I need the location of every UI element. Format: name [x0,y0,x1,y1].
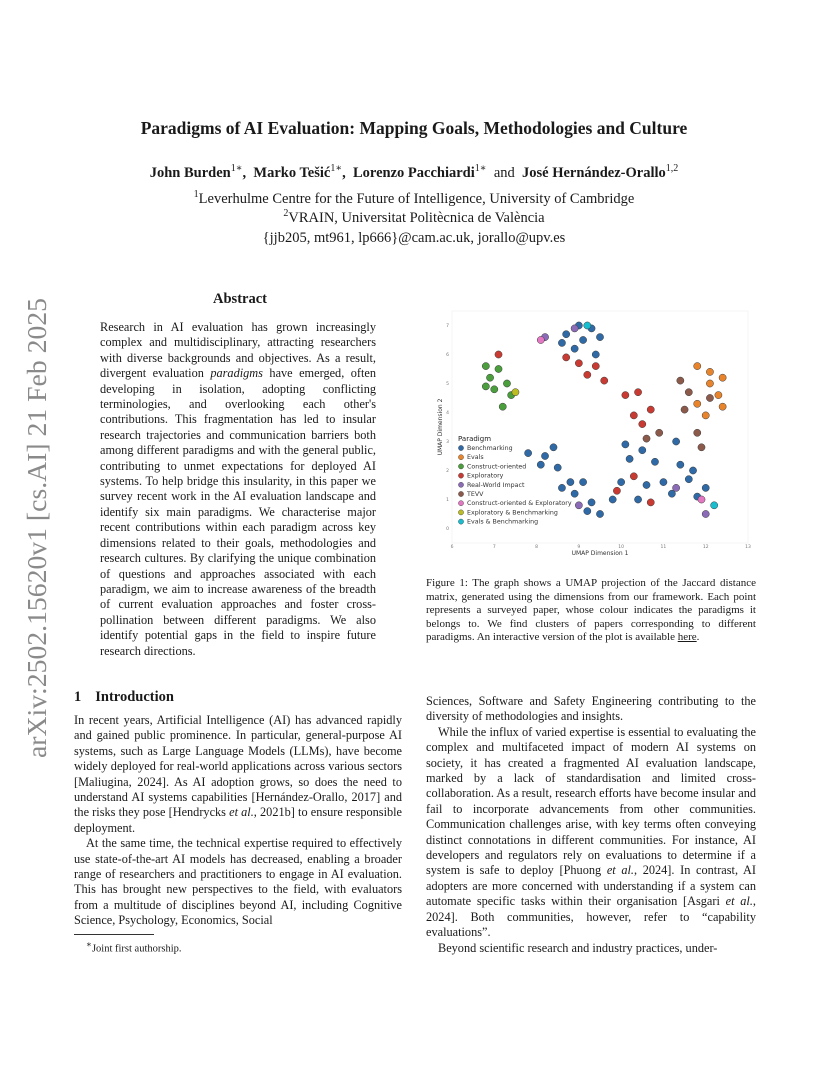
legend-marker [458,455,463,460]
data-point [495,365,502,372]
author: Marko Tešić [253,165,331,181]
data-point [622,441,629,448]
author-mark: 1∗ [474,163,487,175]
data-point [719,374,726,381]
x-axis-label: UMAP Dimension 1 [571,550,629,557]
x-tick-label: 12 [702,545,709,550]
legend-label: Benchmarking [467,445,513,452]
data-point [622,392,629,399]
author-emails [0,230,828,247]
author-list: John Burden$^{1∗}$, Marko Tešić$^{1∗}$, Lorenzo Pacchiardi$^{1∗}$ and José Hernández-Orallo$^{1,2}$ [149,163,679,181]
x-tick-label: 13 [745,545,751,550]
data-point [685,476,692,483]
affiliation-mark: 1 [193,189,199,201]
data-point [554,464,561,471]
abstract-body [100,320,376,659]
legend-title: Paradigm [458,435,492,443]
x-tick-label: 7 [492,545,496,550]
data-point [588,499,595,506]
paper-title: Paradigms of AI Evaluation: Mapping Goals, Methodologies and Culture [140,118,688,138]
figure-caption [426,577,756,645]
data-point [596,510,603,517]
data-point [563,354,570,361]
paragraph: Beyond scientific research and industry practices, under- [438,940,718,955]
y-tick-label: 0 [446,527,449,532]
paragraph: Sciences, Software and Safety Engineering contributing to the diversity of methodologies and insights. [426,694,756,724]
caption-text: Figure 1: The graph shows a UMAP projection of the Jaccard distance matrix, generated using the dimensions from our framework. Each point represents a surveyed paper, whose colour indicates the paradigms it belongs to. We find clusters of papers corresponding to different paradigms. An interactive version of the plot is available [426,577,756,644]
arxiv-stamp [8,292,58,762]
data-point [656,429,663,436]
footnote [86,939,182,955]
data-point [685,389,692,396]
data-point [575,502,582,509]
y-tick-label: 5 [446,382,449,387]
data-point [512,389,519,396]
data-point [563,331,570,338]
data-point [571,325,578,332]
data-point [673,484,680,491]
data-point [698,444,705,451]
data-point [579,336,586,343]
data-point [558,484,565,491]
data-point [491,386,498,393]
legend-marker [458,519,463,524]
legend-marker [458,445,463,450]
y-tick-label: 4 [446,411,449,416]
paragraph [426,725,756,941]
umap-figure [428,305,754,567]
affiliation-mark: 2 [283,208,289,220]
data-point [579,479,586,486]
data-point [706,368,713,375]
data-point [660,479,667,486]
legend-marker [458,491,463,496]
legend-marker [458,473,463,478]
data-point [601,377,608,384]
legend-marker [458,501,463,506]
footnote-text: Joint first authorship. [91,943,182,955]
citation-emphasis: et al. [725,894,753,909]
affiliation-text: Leverhulme Centre for the Future of Intelligence, University of Cambridge [198,191,635,207]
y-tick-label: 7 [446,324,449,329]
data-point [571,490,578,497]
body-column-left [74,713,402,929]
data-point [630,473,637,480]
data-point [486,374,493,381]
data-point [503,380,510,387]
data-point [634,496,641,503]
y-tick-label: 3 [446,440,449,445]
data-point [634,389,641,396]
footnote-rule [74,934,154,935]
data-point [706,394,713,401]
author-mark: 1∗ [230,163,243,175]
data-point [702,484,709,491]
legend-marker [458,510,463,515]
author: Lorenzo Pacchiardi [353,165,475,181]
legend-label: TEVV [467,491,484,498]
legend-label: Construct-oriented [467,463,527,471]
paragraph-text: , 2024]. Both communities, however, refer to “capability evaluations”. [426,894,756,940]
data-point [584,371,591,378]
data-point [482,383,489,390]
data-point [706,380,713,387]
plot-area [452,311,748,543]
data-point [584,508,591,515]
data-point [618,479,625,486]
data-point [630,412,637,419]
data-point [639,421,646,428]
paragraph-text: In recent years, Artificial Intelligence (AI) has advanced rapidly and gained public prominence. In particular, general-purpose AI systems, such as Large Language Models (LLMs), have become widely deployed for real-world applications across various sectors [Maliugina, 2024]. As AI adoption grows, so does the need to understand AI systems capabilities [Hernández-Orallo, 2017] and the risks they pose [Hendrycks [74,713,402,820]
data-point [694,429,701,436]
abstract-emphasis: paradigms [210,366,263,381]
section-number: 1 [74,689,82,705]
data-point [575,360,582,367]
data-point [677,461,684,468]
x-tick-label: 6 [450,545,454,550]
body-column-right [426,694,756,956]
data-point [537,336,544,343]
y-tick-label: 1 [446,498,449,503]
email-list: {jjb205, mt961, lp666}@cam.ac.uk, jorallo@upv.es [262,230,566,246]
caption-end: . [696,631,700,644]
legend-label: Exploratory [467,472,504,480]
data-point [499,403,506,410]
umap-scatter-plot [428,305,754,567]
data-point [626,455,633,462]
section-title: Introduction [95,689,174,705]
data-point [702,510,709,517]
citation-emphasis: et al. [229,805,254,820]
data-point [613,487,620,494]
interactive-plot-link[interactable]: here [677,631,697,644]
data-point [584,322,591,329]
data-point [647,406,654,413]
data-point [711,502,718,509]
legend-label: Construct-oriented & Exploratory [467,500,572,508]
x-tick-label: 9 [577,545,581,550]
data-point [639,447,646,454]
legend-label: Exploratory & Benchmarking [467,509,558,517]
legend-marker [458,464,463,469]
data-point [694,400,701,407]
legend-marker [458,482,463,487]
footnote-mark: ∗ [86,939,92,949]
data-point [592,351,599,358]
affiliation-text: VRAIN, Universitat Politècnica de València [288,210,545,226]
data-point [719,403,726,410]
author-mark: 1∗ [330,163,343,175]
data-point [681,406,688,413]
author: John Burden [149,165,231,181]
data-point [596,334,603,341]
data-point [550,444,557,451]
data-point [643,481,650,488]
data-point [495,351,502,358]
data-point [541,452,548,459]
data-point [677,377,684,384]
y-tick-label: 6 [446,353,449,358]
paragraph: At the same time, the technical expertise required to effectively use state-of-the-art AI models has decreased, enabling a broader range of researchers and practitioners to engage in AI evaluation. This has brought new perspectives to the field, with evaluators from a multitude of disciplines beyond AI, including Cognitive Science, Psychology, Economics, Social [74,836,402,928]
data-point [571,345,578,352]
x-tick-label: 11 [660,545,667,550]
x-tick-label: 10 [618,545,625,550]
data-point [651,458,658,465]
data-point [715,392,722,399]
author-conjunction: and [493,165,515,181]
abstract-heading: Abstract [213,291,267,307]
data-point [592,363,599,370]
y-tick-label: 2 [446,469,449,474]
data-point [643,435,650,442]
legend-label: Evals [467,454,484,462]
arxiv-stamp-text: arXiv:2502.15620v1 [cs.AI] 21 Feb 2025 [22,309,52,758]
author-mark: 1,2 [665,163,679,175]
data-point [567,479,574,486]
data-point [609,496,616,503]
data-point [647,499,654,506]
paragraph-text: , 2021b] to ensure responsible deployment. [74,805,403,835]
data-point [525,450,532,457]
paragraph-text: , 2024]. In contrast, AI adopters are more concerned with understanding if a system can automate specific tasks within their organisation [Asgari [426,863,756,909]
abstract-text: Research in AI evaluation has grown increasingly complex and multidisciplinary, attracting researchers with diverse backgrounds and objectives. As a result, divergent evaluation [100,320,376,381]
paragraph-text: While the influx of varied expertise is essential to evaluating the complex and multifaceted impact of modern AI systems on society, it has created a fragmented AI evaluation landscape, marked by a lack of standardisation and limited cross-collaboration. As a result, research efforts have become insular and fail to incorporate advancements from other communities. Communication challenges arise, with key terms often conveying distinct connotations in different communities. For instance, AI developers and regulators rely on evaluations to determine if a system is safe to deploy [Phuong [426,724,756,878]
author: José Hernández-Orallo [522,165,666,181]
legend-label: Evals & Benchmarking [467,518,539,526]
x-tick-label: 8 [535,545,539,550]
section-heading [74,689,174,706]
citation-emphasis: et al. [606,863,634,878]
data-point [482,363,489,370]
data-point [702,412,709,419]
y-axis-label: UMAP Dimension 2 [437,398,444,456]
data-point [558,339,565,346]
affiliation [0,191,828,208]
data-point [673,438,680,445]
abstract-text: have emerged, often developing in isolation, adopting conflicting terminologies, and overlooking each other's contributions. This fragmentation has led to insular research trajectories and communication barriers both among different paradigms and with the general public, contributing to unmet expectations for deployed AI systems. To help bridge this insularity, in this paper we survey recent work in the AI evaluation landscape and identify six main paradigms. We characterise major recent contributions within each paradigm across key dimensions related to their goals, methodologies and research cultures. By clarifying the unique combination of questions and approaches associated with each paradigm, we aim to increase awareness of the breadth of current evaluation approaches and foster cross-pollination between different paradigms. We also identify potential gaps in the field to inspire future research directions. [100,366,376,658]
data-point [689,467,696,474]
data-point [694,363,701,370]
paragraph [74,713,402,836]
affiliation [0,210,828,227]
data-point [698,496,705,503]
legend-label: Real-World Impact [467,481,525,489]
data-point [537,461,544,468]
